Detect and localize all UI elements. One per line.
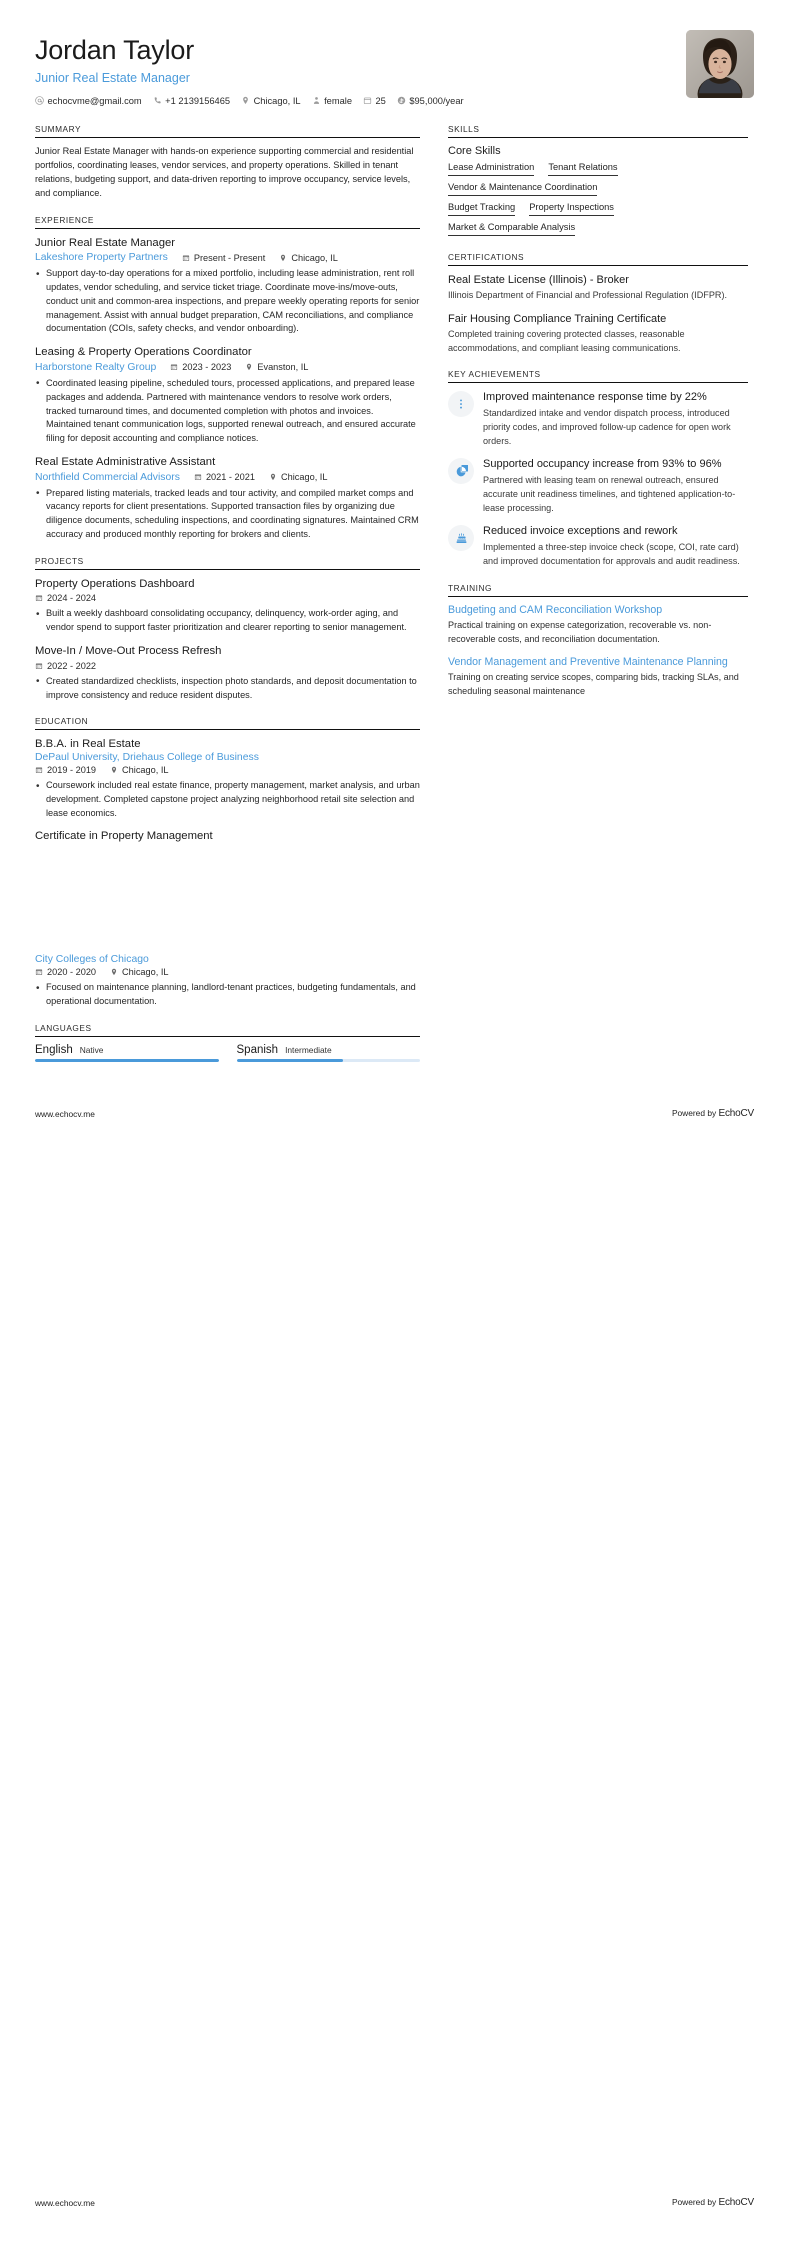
skill-chip: Budget Tracking: [448, 202, 515, 216]
list-item: • Prepared listing materials, tracked leads and tour activity, and compiled market comps and vacancy reports for client presentations. Supported transaction files by organizing due diligence documents, scheduling inspections, and coordinating signatures. Maintained CRM accuracy and produced monthly reporting for brokers and clients.: [35, 487, 420, 542]
calendar-icon: [194, 473, 202, 481]
education-location-value: Chicago, IL: [122, 765, 169, 775]
education-meta: [35, 765, 420, 775]
achievement-title: Reduced invoice exceptions and rework: [483, 525, 678, 538]
footer-brand-name: EchoCV: [718, 1108, 754, 1119]
pie-chart-icon: [455, 465, 468, 478]
experience-dates: [194, 472, 255, 482]
experience-dates: [182, 253, 266, 263]
experience-role: Junior Real Estate Manager: [35, 236, 176, 249]
certification-name: Real Estate License (Illinois) - Broker: [448, 273, 629, 286]
skill-chip: Vendor & Maintenance Coordination: [448, 182, 597, 196]
header-identity: [35, 30, 686, 106]
project-meta: [35, 593, 420, 603]
section-languages: [35, 1023, 420, 1062]
language-name: English: [35, 1043, 73, 1056]
footer-powered-prefix: Powered by: [671, 1108, 719, 1118]
contact-email[interactable]: [35, 96, 142, 106]
right-column: [448, 124, 748, 713]
contact-phone-value: +1 2139156465: [165, 95, 231, 106]
achievement-item: [448, 390, 748, 448]
experience-location-value: Evanston, IL: [257, 362, 309, 373]
experience-bullets: [35, 377, 420, 446]
skills-list: [448, 162, 748, 236]
achievement-desc: Partnered with leasing team on renewal outreach, ensured accurate unit readiness timelines, and tightened application-to-lease processing.: [483, 475, 736, 513]
certifications-divider: [448, 265, 748, 266]
project-dates: [35, 661, 96, 671]
section-projects: [35, 556, 420, 703]
education-dates: [35, 765, 96, 775]
training-heading: TRAINING: [448, 582, 493, 593]
experience-item: [35, 455, 420, 542]
education-dates-value: 2019 - 2019: [47, 765, 97, 775]
skill-row: [448, 202, 748, 216]
skill-chip: Property Inspections: [529, 202, 614, 216]
experience-meta: [35, 472, 420, 483]
contact-row: [35, 96, 686, 106]
certification-item: [448, 273, 748, 303]
education-item: [35, 829, 420, 844]
experience-heading: EXPERIENCE: [35, 214, 94, 225]
section-experience: [35, 215, 420, 542]
calendar-icon: [170, 363, 178, 371]
location-icon: [110, 968, 118, 976]
language-head: [237, 1044, 421, 1056]
contact-age-value: 25: [375, 95, 386, 106]
list-item: • Built a weekly dashboard consolidating occupancy, delinquency, work-order aging, and vendor spend to support faster prioritization and clearer reporting to senior management.: [35, 607, 420, 635]
footer-powered-prefix: Powered by: [671, 2197, 719, 2207]
calendar-icon: [35, 594, 43, 602]
education-dates: [35, 967, 96, 977]
location-icon: [241, 96, 250, 105]
list-item: • Created standardized checklists, inspection photo standards, and deposit documentation to improve consistency and reduce resident disputes.: [35, 675, 420, 703]
avatar: [686, 30, 754, 98]
projects-heading: PROJECTS: [35, 555, 84, 566]
language-proficiency-bar: [237, 1059, 421, 1062]
training-name[interactable]: Budgeting and CAM Reconciliation Workshop: [448, 603, 663, 616]
education-meta: [35, 967, 420, 977]
education-degree: Certificate in Property Management: [35, 830, 213, 843]
achievement-icon-wrap: [448, 458, 474, 484]
footer-website[interactable]: www.echocv.me: [35, 2197, 95, 2208]
calendar-icon: [35, 968, 43, 976]
language-level: Intermediate: [285, 1044, 332, 1055]
language-proficiency-bar: [35, 1059, 219, 1062]
achievement-desc: Implemented a three-step invoice check (scope, COI, rate card) and improved documentation for approvals and audit readiness.: [483, 542, 740, 566]
list-item: • Coursework included real estate finance, property management, market analysis, and urban development. Completed capstone project analyzing neighborhood retail site selection and lease economics.: [35, 779, 420, 820]
language-head: [35, 1044, 219, 1056]
list-item: • Focused on maintenance planning, landlord-tenant practices, budgeting fundamentals, and operational documentation.: [35, 981, 420, 1009]
education-bullets: [35, 779, 420, 820]
experience-org[interactable]: Lakeshore Property Partners: [35, 252, 168, 264]
experience-bullets: [35, 267, 420, 336]
project-dates: [35, 593, 96, 603]
contact-salary-value: $95,000/year: [409, 95, 464, 106]
page-footer: [0, 2197, 794, 2208]
project-name: Move-In / Move-Out Process Refresh: [35, 645, 222, 658]
education-heading: EDUCATION: [35, 716, 89, 727]
layered-cake-icon: [455, 532, 468, 545]
footer-website[interactable]: www.echocv.me: [35, 1108, 95, 1119]
contact-location-value: Chicago, IL: [253, 95, 301, 106]
training-item: [448, 656, 748, 699]
achievement-title: Supported occupancy increase from 93% to 96%: [483, 458, 722, 471]
list-item: • Support day-to-day operations for a mixed portfolio, including lease administration, rent roll updates, vendor scheduling, and service ticket triage. Coordinate move-ins/move-outs, conduct unit and common-area inspections, and prepare weekly operating reports for senior management. Assist with annual budget preparation, CAM reconciliations, and compliance documentation (COIs, safety checks, and vendor onboarding).: [35, 267, 420, 336]
achievement-body: [483, 524, 748, 568]
achievement-title: Improved maintenance response time by 22%: [483, 391, 707, 404]
section-education: [35, 716, 420, 844]
left-column: [35, 124, 420, 1076]
contact-email-value: echocvme@gmail.com: [47, 95, 142, 106]
skills-group-title: Core Skills: [448, 144, 501, 157]
summary-heading: SUMMARY: [35, 123, 82, 134]
skills-heading: SKILLS: [448, 123, 480, 134]
achievement-icon-wrap: [448, 525, 474, 551]
section-key-achievements: [448, 369, 748, 568]
language-proficiency-fill: [237, 1059, 343, 1062]
location-icon: [279, 254, 287, 262]
skills-divider: [448, 137, 748, 138]
experience-role: Leasing & Property Operations Coordinator: [35, 346, 252, 359]
contact-phone[interactable]: [153, 96, 230, 106]
experience-location-value: Chicago, IL: [280, 472, 328, 483]
email-icon: [35, 96, 44, 105]
experience-item: [35, 345, 420, 446]
key-achievements-divider: [448, 382, 748, 383]
experience-meta: [35, 252, 420, 263]
phone-icon: [153, 96, 162, 105]
language-item: [237, 1044, 421, 1062]
training-divider: [448, 596, 748, 597]
footer-brand-name: EchoCV: [718, 2197, 754, 2208]
key-achievements-heading: KEY ACHIEVEMENTS: [448, 369, 541, 380]
calendar-icon: [35, 662, 43, 670]
contact-age: [363, 96, 386, 106]
certifications-heading: CERTIFICATIONS: [448, 251, 525, 262]
experience-location: [245, 362, 308, 372]
education-school[interactable]: City Colleges of Chicago: [35, 954, 149, 966]
footer-brand: [672, 2197, 754, 2208]
training-desc: Practical training on expense categorization, recoverable vs. non-recoverable costs, and reconciliation documentation.: [448, 620, 712, 644]
education-location: [110, 765, 168, 775]
contact-gender: [312, 96, 352, 106]
project-name: Property Operations Dashboard: [35, 577, 195, 590]
section-training: [448, 583, 748, 699]
skill-row: [448, 182, 748, 196]
training-name[interactable]: Vendor Management and Preventive Maintenance Planning: [448, 655, 728, 668]
achievement-body: [483, 390, 748, 448]
experience-item: [35, 236, 420, 337]
project-bullets: [35, 675, 420, 703]
education-degree: B.B.A. in Real Estate: [35, 738, 141, 751]
location-icon: [269, 473, 277, 481]
header-job-title: Junior Real Estate Manager: [35, 70, 190, 85]
contact-salary: [397, 96, 464, 106]
experience-location-value: Chicago, IL: [291, 252, 338, 263]
education-item-continued: [35, 954, 420, 1009]
language-level: Native: [79, 1044, 104, 1055]
project-item: [35, 577, 420, 635]
project-dates-value: 2024 - 2024: [47, 593, 97, 604]
page-footer: [0, 1108, 794, 1119]
experience-dates: [170, 362, 231, 372]
language-name: Spanish: [236, 1043, 279, 1056]
salary-icon: [397, 96, 406, 105]
resume-body: [0, 106, 794, 1076]
education-item: [35, 737, 420, 820]
summary-divider: [35, 137, 420, 138]
person-icon: [312, 96, 321, 105]
experience-dates-value: 2023 - 2023: [182, 362, 232, 373]
languages-divider: [35, 1036, 420, 1037]
language-proficiency-fill: [35, 1059, 219, 1062]
achievement-desc: Standardized intake and vendor dispatch process, introduced priority codes, and improved follow-up cadence for open work orders.: [483, 408, 731, 446]
education-school[interactable]: DePaul University, Driehaus College of Business: [35, 752, 259, 763]
project-meta: [35, 661, 420, 671]
calendar-icon: [182, 254, 190, 262]
experience-org[interactable]: Northfield Commercial Advisors: [35, 471, 180, 483]
avatar-photo: [686, 30, 754, 98]
experience-meta: [35, 362, 420, 373]
experience-location: [279, 253, 337, 263]
skill-chip: Lease Administration: [448, 162, 534, 176]
summary-text: Junior Real Estate Manager with hands-on experience supporting commercial and residential portfolios, coordinating leases, vendor services, and property operations. Skilled in tenant relations, budgeting support, and data-driven reporting to improve occupancy, service levels, and compliance.: [35, 145, 414, 198]
education-location: [110, 967, 168, 977]
experience-divider: [35, 228, 420, 229]
location-icon: [245, 363, 253, 371]
achievement-item: [448, 524, 748, 568]
skill-chip: Market & Comparable Analysis: [448, 222, 575, 236]
certification-desc: Illinois Department of Financial and Professional Regulation (IDFPR).: [448, 289, 728, 300]
page-title: Jordan Taylor: [35, 35, 194, 65]
experience-dates-value: Present - Present: [193, 252, 266, 263]
experience-role: Real Estate Administrative Assistant: [35, 455, 216, 468]
location-icon: [110, 766, 118, 774]
project-item: [35, 644, 420, 702]
certification-desc: Completed training covering protected classes, reasonable accommodations, and compliant leasing communications.: [448, 328, 685, 353]
contact-location: [241, 96, 301, 106]
experience-location: [269, 472, 327, 482]
page-break-gap: [35, 858, 420, 954]
skill-row: [448, 162, 748, 176]
achievement-item: [448, 457, 748, 515]
experience-bullets: [35, 487, 420, 542]
project-bullets: [35, 607, 420, 635]
achievement-body: [483, 457, 748, 515]
calendar-icon: [35, 766, 43, 774]
training-item: [448, 604, 748, 647]
calendar-icon: [363, 96, 372, 105]
section-summary: [35, 124, 420, 201]
training-desc: Training on creating service scopes, comparing bids, tracking SLAs, and scheduling seasonal maintenance: [448, 672, 739, 697]
contact-gender-value: female: [324, 95, 352, 106]
language-item: [35, 1044, 219, 1062]
projects-divider: [35, 569, 420, 570]
certification-item: [448, 312, 748, 356]
dots-vertical-icon: [455, 398, 467, 410]
project-dates-value: 2022 - 2022: [47, 660, 97, 671]
section-skills: [448, 124, 748, 236]
languages-list: [35, 1044, 420, 1062]
list-item: • Coordinated leasing pipeline, scheduled tours, processed applications, and prepared lease packages and addenda. Partnered with maintenance vendors to resolve work orders, tracked turnaround times, and documented completion with photos and invoices. Maintained tenant communication logs, supported renewal outreach, and ensured accurate filing for deposit accounting and compliance notices.: [35, 377, 420, 446]
skill-row: [448, 222, 748, 236]
resume-header: [0, 0, 794, 106]
experience-dates-value: 2021 - 2021: [205, 472, 255, 483]
experience-org[interactable]: Harborstone Realty Group: [35, 361, 157, 373]
skill-chip: Tenant Relations: [548, 162, 617, 176]
education-bullets: [35, 981, 420, 1009]
certification-name: Fair Housing Compliance Training Certificate: [448, 312, 667, 325]
section-certifications: [448, 252, 748, 356]
languages-heading: LANGUAGES: [35, 1022, 92, 1033]
footer-brand: [672, 1108, 754, 1119]
section-education-continued: [35, 954, 420, 1009]
education-location-value: Chicago, IL: [122, 967, 169, 978]
achievement-icon-wrap: [448, 391, 474, 417]
education-divider: [35, 729, 420, 730]
education-dates-value: 2020 - 2020: [47, 967, 97, 978]
